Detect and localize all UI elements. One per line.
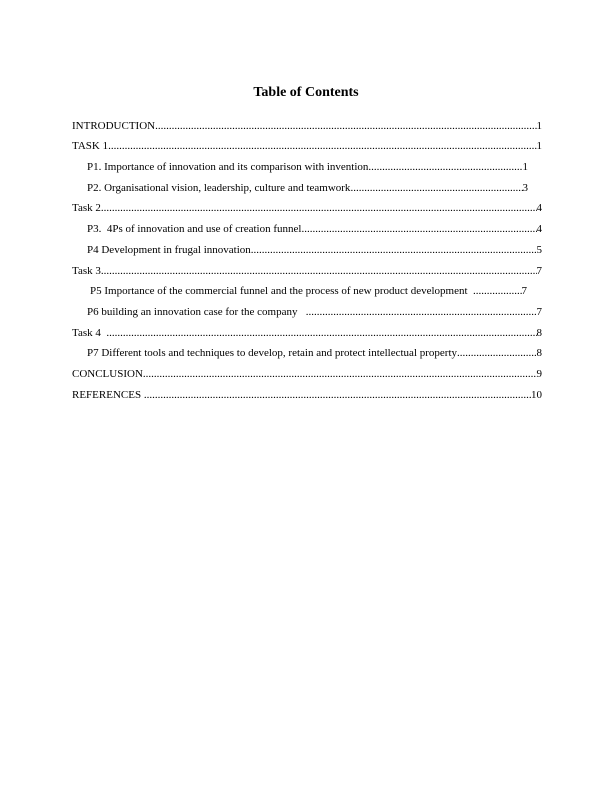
- toc-entry-conclusion[interactable]: [72, 360, 542, 381]
- toc-dot-leader: [101, 265, 537, 278]
- toc-entry-p6[interactable]: [87, 298, 542, 319]
- toc-dot-leader: [306, 306, 537, 319]
- toc-entry-label: Task 2: [72, 202, 101, 215]
- toc-heading: Table of Contents: [253, 85, 359, 100]
- toc-dot-leader: [457, 347, 536, 360]
- toc-entry-p4[interactable]: [87, 236, 542, 257]
- toc-entry-page-number: 3: [522, 181, 528, 194]
- toc-dot-leader: [144, 389, 531, 402]
- toc-entry-label: P7 Different tools and techniques to develop, retain and protect intellectual property: [87, 347, 458, 360]
- toc-entry-label: Task 3: [72, 264, 101, 277]
- toc-entry-page-number: 1: [536, 119, 542, 132]
- toc-entry-label: P5 Importance of the commercial funnel and the process of new product development: [90, 285, 474, 298]
- toc-entry-page-number: 9: [536, 367, 542, 380]
- toc-dot-leader: [251, 244, 537, 257]
- toc-entry-page-number: 7: [536, 305, 542, 318]
- toc-entry-label: P4 Development in frugal innovation: [87, 243, 251, 256]
- toc-entry-label: P6 building an innovation case for the company: [87, 305, 306, 318]
- toc-entry-label: P1. Importance of innovation and its comparison with invention: [87, 161, 369, 174]
- toc-entry-page-number: 8: [536, 347, 542, 360]
- toc-entry-task-4[interactable]: [72, 319, 542, 340]
- toc-dot-leader: [101, 202, 537, 215]
- toc-entry-page-number: 4: [536, 223, 542, 236]
- toc-entry-references[interactable]: [72, 381, 542, 402]
- toc-entry-page-number: 10: [531, 388, 542, 401]
- toc-entry-introduction[interactable]: [72, 112, 542, 133]
- toc-entry-task-3[interactable]: [72, 257, 542, 278]
- toc-entry-label: TASK 1: [72, 140, 109, 153]
- toc-entry-p5[interactable]: [90, 278, 527, 299]
- toc-dot-leader: [368, 161, 522, 174]
- toc-dot-leader: [143, 368, 537, 381]
- toc-entry-label: P3. 4Ps of innovation and use of creation funnel: [87, 223, 302, 236]
- toc-entry-p3[interactable]: [87, 215, 542, 236]
- toc-entry-label: INTRODUCTION: [72, 119, 156, 132]
- toc-entry-page-number: 1: [536, 140, 542, 153]
- toc-entry-page-number: 8: [536, 326, 542, 339]
- toc-entry-label: REFERENCES: [72, 388, 144, 401]
- toc-entry-page-number: 1: [522, 161, 528, 174]
- toc-entry-page-number: 7: [536, 264, 542, 277]
- toc-entry-label: Task 4: [72, 326, 107, 339]
- toc-dot-leader: [350, 182, 522, 195]
- toc-entry-page-number: 5: [536, 243, 542, 256]
- toc-entry-task-2[interactable]: [72, 195, 542, 216]
- toc-entry-task-1[interactable]: [72, 133, 542, 154]
- toc-dot-leader: [155, 120, 536, 133]
- toc-entry-page-number: 7: [521, 285, 527, 298]
- toc-entry-p1[interactable]: [87, 153, 528, 174]
- toc-dot-leader: [106, 327, 536, 340]
- toc-entry-label: CONCLUSION: [72, 367, 143, 380]
- toc-entry-page-number: 4: [536, 202, 542, 215]
- toc-dot-leader: [301, 223, 536, 236]
- toc-list: [72, 112, 542, 402]
- toc-entry-p7[interactable]: [87, 340, 542, 361]
- toc-entry-label: P2. Organisational vision, leadership, culture and teamwork: [87, 181, 351, 194]
- toc-dot-leader: [473, 285, 521, 298]
- toc-entry-p2[interactable]: [87, 174, 528, 195]
- toc-dot-leader: [108, 140, 536, 153]
